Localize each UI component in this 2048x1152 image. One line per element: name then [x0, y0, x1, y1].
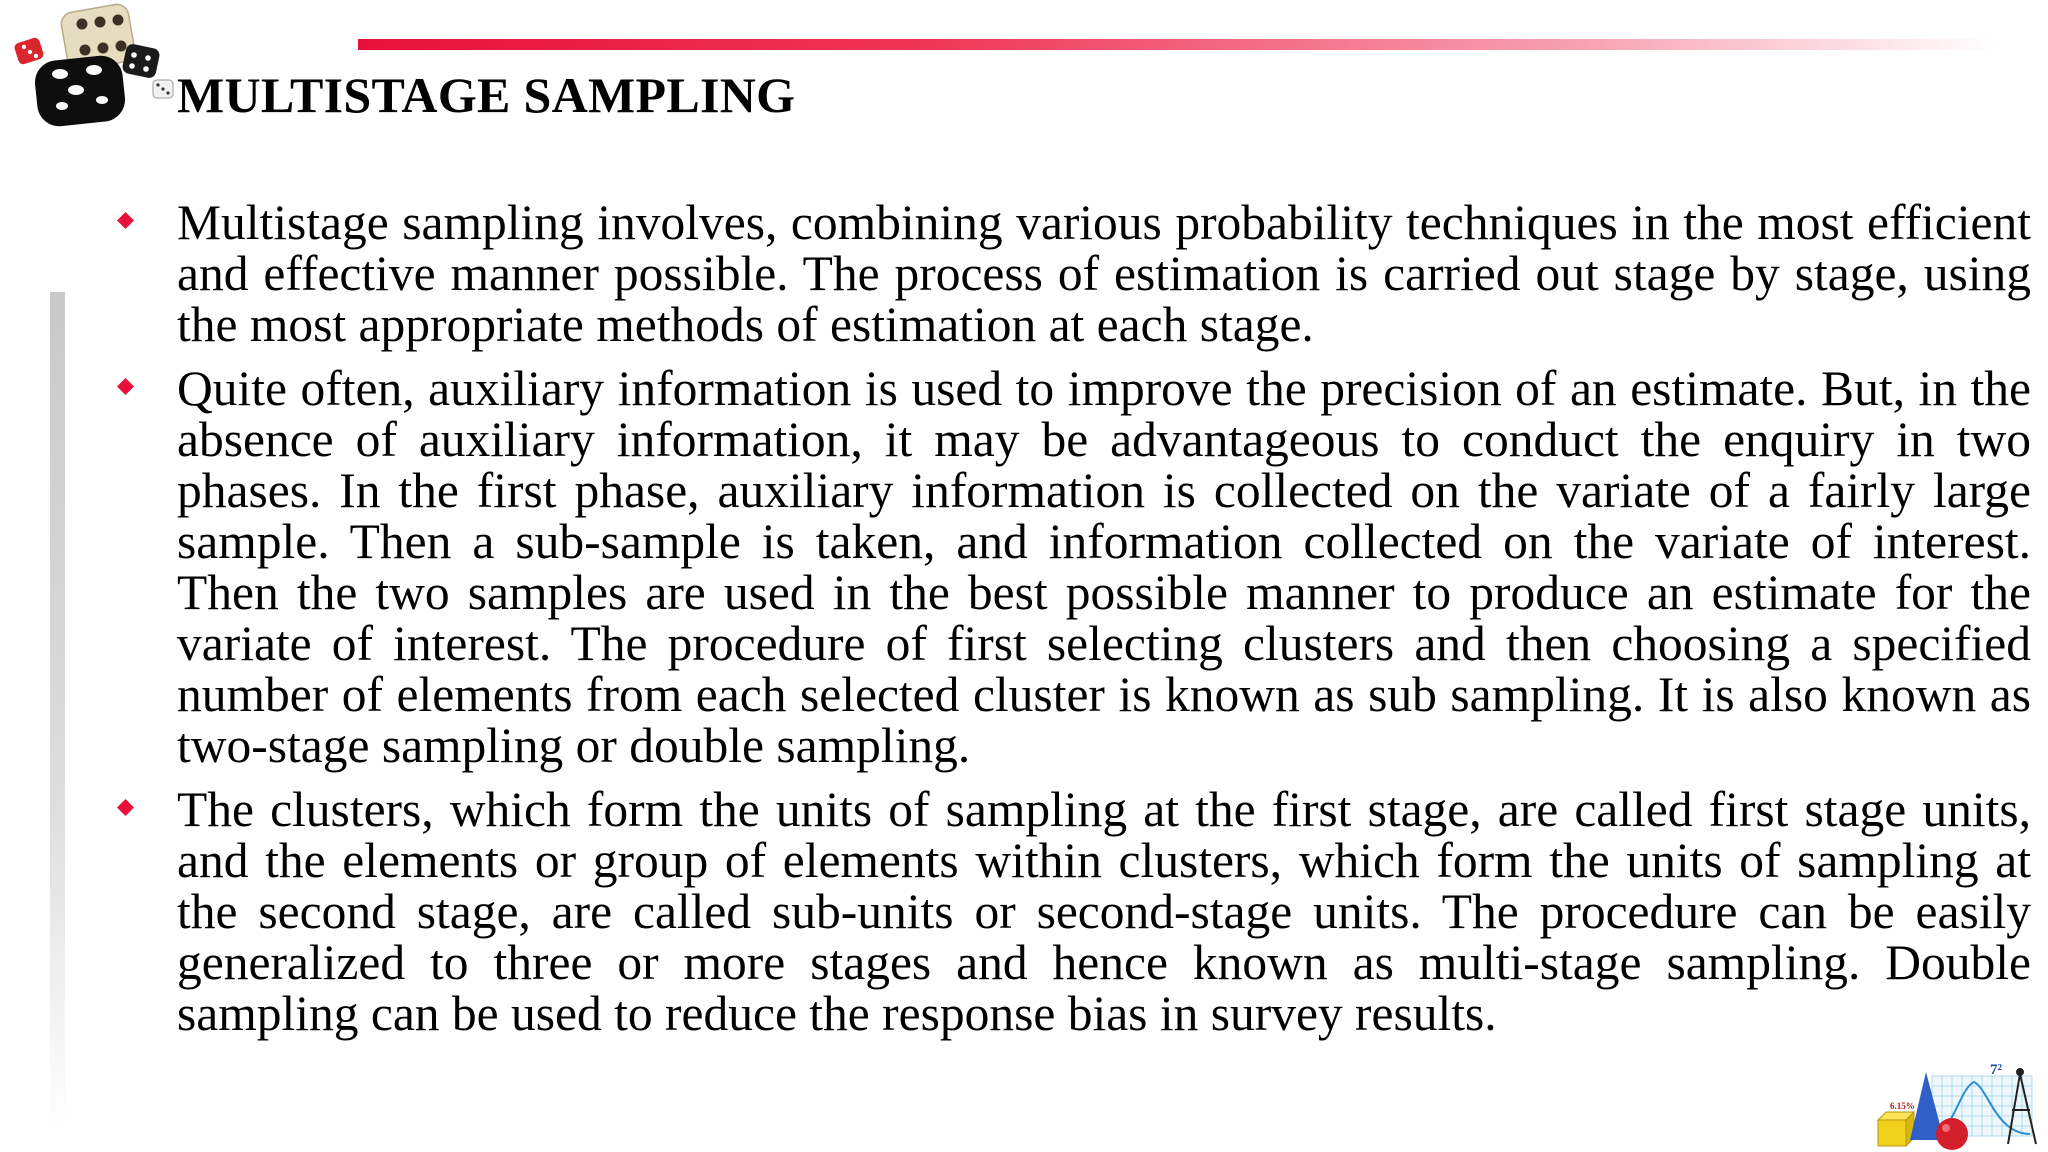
diamond-bullet-icon [117, 378, 134, 395]
bullet-text: The clusters, which form the units of sampling at the first stage, are called first stage units, and the elements or group of elements within clusters, which form the units of sampling at the second stage, are called sub-units or second-stage units. The procedure can be easily generalized to three or more stages and hence known as multi-stage sampling. Double sampling can be used to reduce the response bias in survey results. [177, 782, 2031, 1041]
slide-title: MULTISTAGE SAMPLING [177, 67, 796, 123]
bullet-text: Quite often, auxiliary information is used to improve the precision of an estimate. But, in the absence of auxiliary information, it may be advantageous to conduct the enquiry in two phases. In the first phase, auxiliary information is collected on the variate of a fairly large sample. Then a sub-sample is taken, and information collected on the variate of interest. Then the two samples are used in the best possible manner to produce an estimate for the variate of interest. The procedure of first selecting clusters and then choosing a specified number of elements from each selected cluster is known as sub sampling. It is also known as two-stage sampling or double sampling. [177, 361, 2031, 773]
black-die-icon [33, 54, 127, 129]
small-black-die-icon [121, 43, 160, 79]
diamond-bullet-icon [117, 799, 134, 816]
tiny-white-die-icon [153, 80, 173, 98]
diamond-bullet-icon [117, 212, 134, 229]
bullet-item [100, 363, 2031, 771]
bullet-item [100, 197, 2031, 350]
dice-cluster-icon [8, 0, 178, 130]
yellow-cube-icon [1878, 1112, 1914, 1146]
bullet-list [100, 197, 2031, 1052]
bullet-item [100, 784, 2031, 1039]
red-sphere-icon [1936, 1118, 1968, 1150]
red-die-icon [13, 37, 45, 66]
math-shapes-icon [1872, 1058, 2048, 1152]
bullet-text: Multistage sampling involves, combining various probability techniques in the most efficient and effective manner possible. The process of estimation is carried out stage by stage, using the most appropriate methods of estimation at each stage. [177, 195, 2031, 352]
left-accent-bar [50, 292, 65, 1132]
corner-power-label: 7² [1990, 1062, 2002, 1078]
title-accent-bar [358, 39, 1998, 50]
corner-percent-label: 6.15% [1890, 1101, 1915, 1111]
